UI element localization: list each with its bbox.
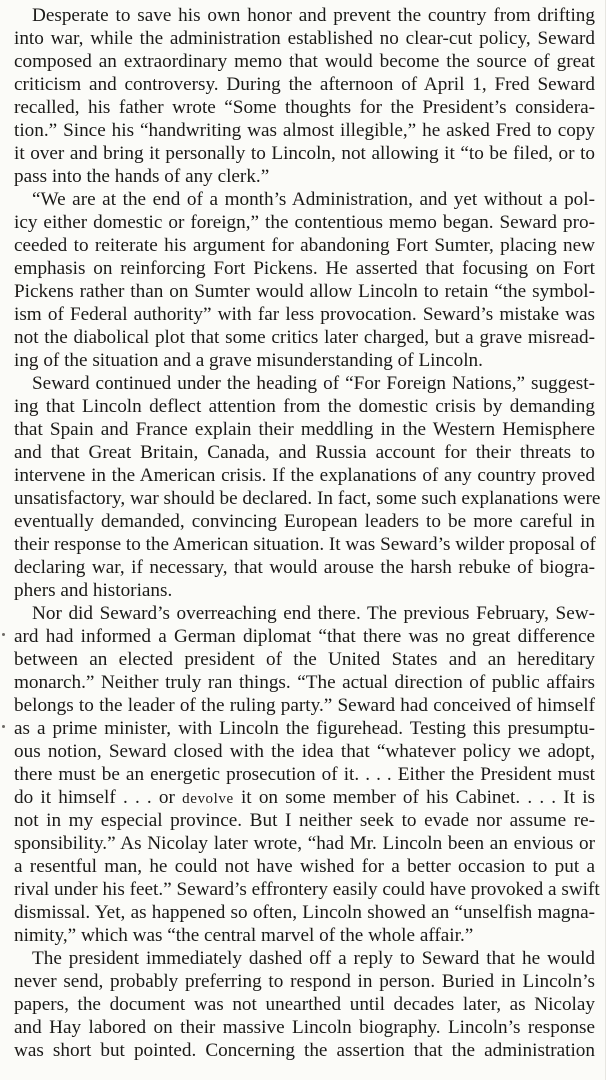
text-line: never send, probably preferring to respond in person. Buried in Lincoln’s [14, 971, 595, 992]
text-line: into war, while the administration established no clear-cut policy, Seward [14, 28, 595, 49]
text-line: criticism and controversy. During the afternoon of April 1, Fred Seward [14, 74, 595, 95]
text-line: ing that Lincoln deflect attention from the domestic crisis by demanding [14, 396, 595, 417]
text-line: Desperate to save his own honor and prevent the country from drifting [32, 5, 595, 26]
text-line: rival under his feet.” Seward’s effrontery easily could have provoked a swift [14, 879, 600, 900]
text-segment: do it himself . . . or [14, 787, 175, 808]
text-line: icy either domestic or foreign,” the contentious memo began. Seward pro- [14, 212, 595, 233]
small-caps-word: devolve [182, 791, 234, 807]
text-line: eventually demanded, convincing European leaders to be more careful in [14, 511, 595, 532]
text-line: emphasis on reinforcing Fort Pickens. He asserted that focusing on Fort [14, 258, 595, 279]
text-line: between an elected president of the United States and an hereditary [14, 649, 595, 670]
text-line: tion.” Since his “handwriting was almost illegible,” he asked Fred to copy [14, 120, 595, 141]
text-line: intervene in the American crisis. If the explanations of any country proved [14, 465, 595, 486]
text-line: not the diabolical plot that some critics later charged, but a grave misread- [14, 327, 595, 348]
text-line: there must be an energetic prosecution of it. . . . Either the President must [14, 764, 595, 785]
text-line: monarch.” Neither truly ran things. “The actual direction of public affairs [14, 672, 595, 693]
text-line: The president immediately dashed off a reply to Seward that he would [32, 948, 595, 969]
text-line: their response to the American situation. It was Seward’s wilder proposal of [14, 534, 596, 555]
text-line: pass into the hands of any clerk.” [14, 166, 270, 187]
text-line: ing of the situation and a grave misunderstanding of Lincoln. [14, 350, 483, 371]
text-line: belongs to the leader of the ruling party.” Seward had conceived of himself [14, 695, 595, 716]
text-segment: it on some member of his Cabinet. . . . It is [240, 787, 595, 808]
margin-mark [2, 633, 5, 636]
text-line: was short but pointed. Concerning the assertion that the administration [14, 1040, 595, 1061]
text-line: and that Great Britain, Canada, and Russia account for their threats to [14, 442, 595, 463]
text-line: and Hay labored on their massive Lincoln biography. Lincoln’s response [14, 1017, 595, 1038]
text-line: ard had informed a German diplomat “that there was no great difference [14, 626, 595, 647]
text-line: Seward continued under the heading of “For Foreign Nations,” suggest- [32, 373, 595, 394]
text-line: ism of Federal authority” with far less provocation. Seward’s mistake was [14, 304, 595, 325]
margin-mark [2, 725, 5, 728]
text-line: that Spain and France explain their meddling in the Western Hemisphere [14, 419, 595, 440]
text-line: “We are at the end of a month’s Administration, and yet without a pol- [32, 189, 595, 210]
text-line: declaring war, if necessary, that would arouse the harsh rebuke of biogra- [14, 557, 595, 578]
text-line: Pickens rather than on Sumter would allow Lincoln to retain “the symbol- [14, 281, 595, 302]
text-line: ous notion, Seward closed with the idea that “whatever policy we adopt, [14, 741, 595, 762]
text-line: composed an extraordinary memo that would become the source of great [14, 51, 595, 72]
text-line: nimity,” which was “the central marvel of the whole affair.” [14, 925, 474, 946]
text-line-with-small-caps [14, 786, 595, 809]
text-line: Nor did Seward’s overreaching end there. The previous February, Sew- [32, 603, 595, 624]
text-line: it over and bring it personally to Lincoln, not allowing it “to be filed, or to [14, 143, 595, 164]
text-line: as a prime minister, with Lincoln the figurehead. Testing this presumptu- [14, 718, 595, 739]
text-line: unsatisfactory, war should be declared. In fact, some such explanations were [14, 488, 601, 509]
text-line: phers and historians. [14, 580, 173, 601]
text-line: sponsibility.” As Nicolay later wrote, “had Mr. Lincoln been an envious or [14, 833, 595, 854]
text-line: papers, the document was not unearthed until decades later, as Nicolay [14, 994, 595, 1015]
text-line: not in my especial province. But I neither seek to evade nor assume re- [14, 810, 595, 831]
text-line: ceeded to reiterate his argument for abandoning Fort Sumter, placing new [14, 235, 595, 256]
text-line: a resentful man, he could not have wished for a better occasion to put a [14, 856, 595, 877]
text-line: dismissal. Yet, as happened so often, Lincoln showed an “unselfish magna- [14, 902, 595, 923]
text-line: recalled, his father wrote “Some thoughts for the President’s considera- [14, 97, 595, 118]
